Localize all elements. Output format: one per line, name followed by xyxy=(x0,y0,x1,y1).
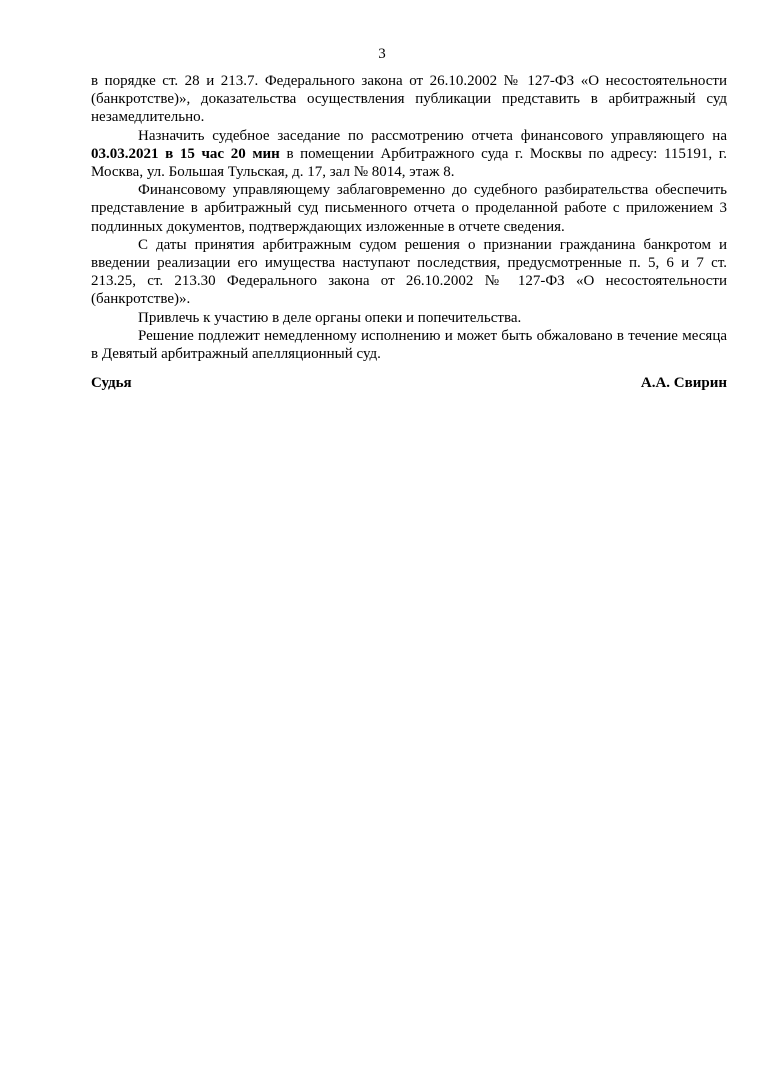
paragraph-appeal: Решение подлежит немедленному исполнению и может быть обжаловано в течение месяца в Девятый арбитражный апелляционный суд. xyxy=(91,327,727,363)
paragraph-publication: в порядке ст. 28 и 213.7. Федерального закона от 26.10.2002 № 127-ФЗ «О несостоятельности (банкротстве)», доказательства осуществления публикации представить в арбитражный суд незамедлительно. xyxy=(91,73,727,126)
paragraph-guardianship: Привлечь к участию в деле органы опеки и попечительства. xyxy=(138,309,522,326)
hearing-text-before: Назначить судебное заседание по рассмотрению отчета финансового управляющего на xyxy=(138,127,727,144)
hearing-text-after: в помещении Арбитражного суда г. Москвы по адресу: 115191, г. Москва, ул. Большая Тульская, д. 17, зал № 8014, этаж 8. xyxy=(91,145,727,181)
document-body xyxy=(91,72,727,363)
judge-name: А.А. Свирин xyxy=(640,375,727,391)
paragraph-report-requirement: Финансовому управляющему заблаговременно до судебного разбирательства обеспечить представление в арбитражный суд письменного отчета о проделанной работе с приложением 3 подлинных документов, подтверждающих изложенные в отчете сведения. xyxy=(91,182,727,235)
judge-role: Судья xyxy=(91,375,132,391)
paragraph-consequences: С даты принятия арбитражным судом решения о признании гражданина банкротом и введении реализации его имущества наступают последствия, предусмотренные п. 5, 6 и 7 ст. 213.25, ст. 213.30 Федерального закона от 26.10.2002 № 127-ФЗ «О несостоятельности (банкротстве)». xyxy=(91,236,727,308)
paragraph-hearing-date xyxy=(91,127,727,182)
hearing-datetime: 03.03.2021 в 15 час 20 мин xyxy=(91,145,280,162)
signature-block xyxy=(91,373,727,393)
page-number: 3 xyxy=(378,46,386,62)
